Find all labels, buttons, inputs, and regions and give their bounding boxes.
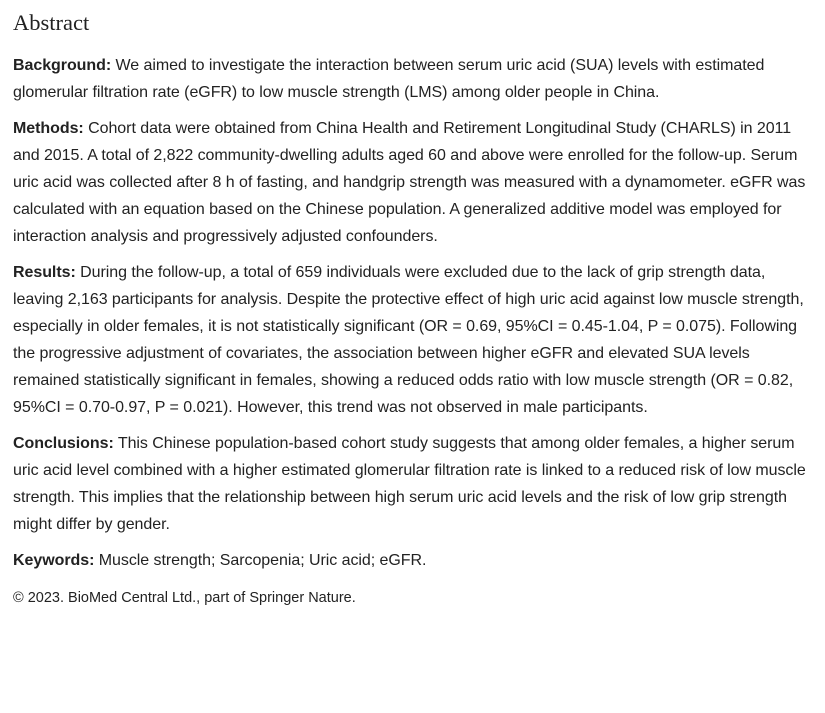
- results-section: [13, 259, 813, 421]
- keywords-text: Muscle strength; Sarcopenia; Uric acid; eGFR.: [98, 552, 427, 569]
- conclusions-text: This Chinese population-based cohort study suggests that among older females, a higher serum uric acid level combined with a higher estimated glomerular filtration rate is linked to a reduced risk of low muscle strength. This implies that the relationship between high serum uric acid levels and the risk of low grip strength might differ by gender.: [13, 435, 806, 533]
- methods-section: [13, 115, 813, 250]
- copyright-notice: © 2023. BioMed Central Ltd., part of Springer Nature.: [13, 590, 356, 606]
- abstract-heading: Abstract: [13, 10, 90, 35]
- background-label: Background:: [13, 57, 112, 74]
- background-text: We aimed to investigate the interaction between serum uric acid (SUA) levels with estimated glomerular filtration rate (eGFR) to low muscle strength (LMS) among older people in China.: [13, 57, 765, 101]
- results-label: Results:: [13, 264, 76, 281]
- background-section: [13, 52, 813, 106]
- keywords-label: Keywords:: [13, 552, 95, 569]
- conclusions-section: [13, 430, 813, 538]
- abstract-page: [13, 8, 813, 608]
- methods-label: Methods:: [13, 120, 84, 137]
- conclusions-label: Conclusions:: [13, 435, 114, 452]
- results-text: During the follow-up, a total of 659 individuals were excluded due to the lack of grip strength data, leaving 2,163 participants for analysis. Despite the protective effect of high uric acid against low muscle strength, especially in older females, it is not statistically significant (OR = 0.69, 95%CI = 0.45-1.04, P = 0.075). Following the progressive adjustment of covariates, the association between higher eGFR and elevated SUA levels remained statistically significant in females, showing a reduced odds ratio with low muscle strength (OR = 0.82, 95%CI = 0.70-0.97, P = 0.021). However, this trend was not observed in male participants.: [13, 264, 804, 416]
- methods-text: Cohort data were obtained from China Health and Retirement Longitudinal Study (CHARLS) in 2011 and 2015. A total of 2,822 community-dwelling adults aged 60 and above were enrolled for the follow-up. Serum uric acid was collected after 8 h of fasting, and handgrip strength was measured with a dynamometer. eGFR was calculated with an equation based on the Chinese population. A generalized additive model was employed for interaction analysis and progressively adjusted confounders.: [13, 120, 806, 245]
- keywords-section: [13, 547, 813, 574]
